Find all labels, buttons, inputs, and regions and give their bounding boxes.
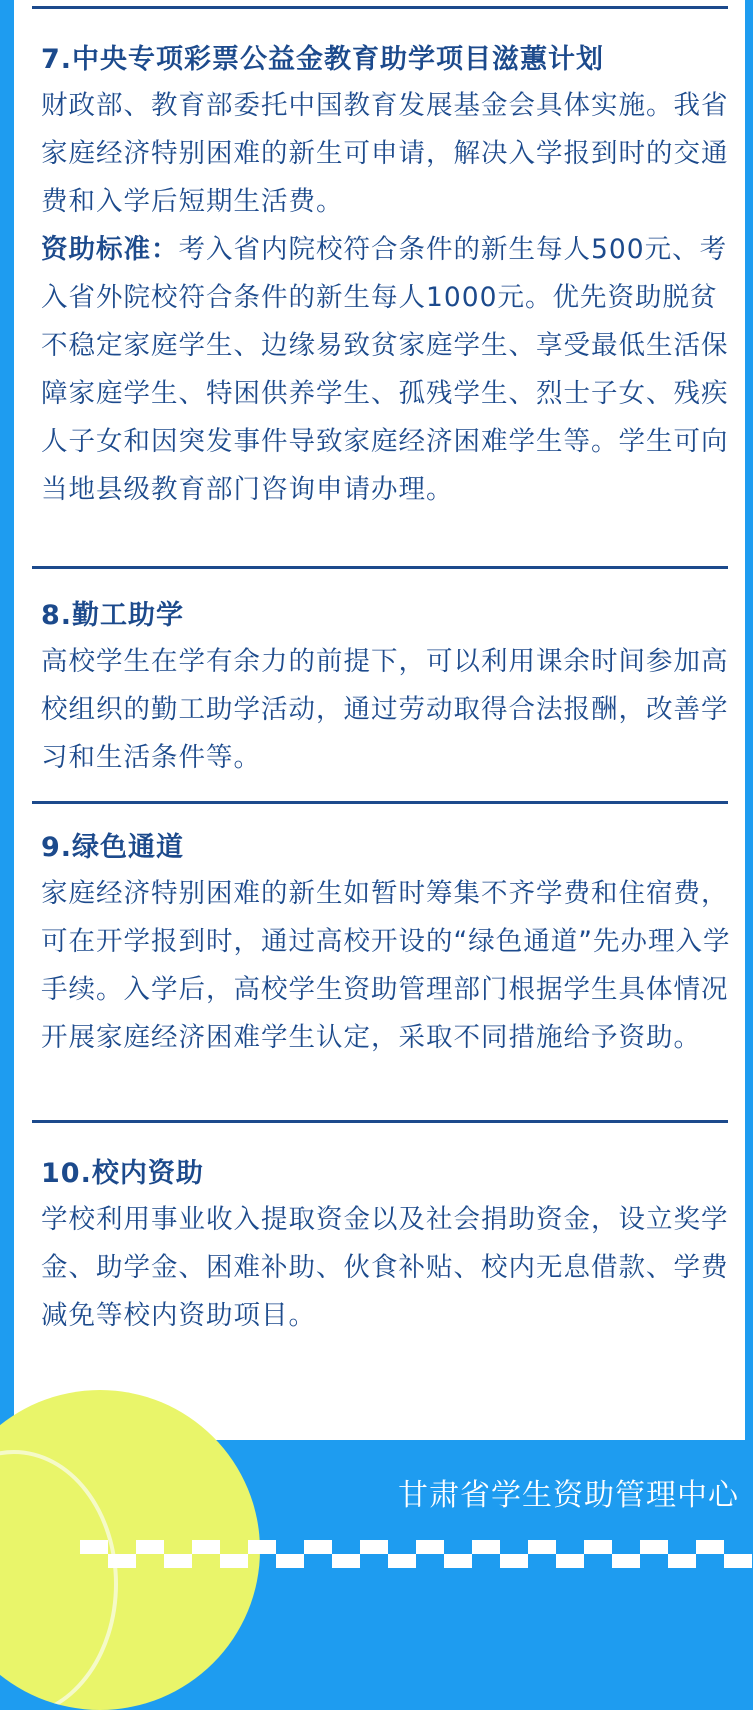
section-9 (41, 826, 741, 1062)
divider-1 (32, 566, 728, 569)
section-7 (41, 38, 741, 514)
standard-label: 资助标准： (41, 234, 179, 265)
content-card (14, 0, 745, 1440)
section-heading: 9.绿色通道 (41, 832, 185, 863)
divider-top (32, 6, 728, 9)
section-heading: 10.校内资助 (41, 1158, 204, 1189)
section-paragraph: 家庭经济特别困难的新生如暂时筹集不齐学费和住宿费，可在开学报到时，通过高校开设的“绿色通道”先办理入学手续。入学后，高校学生资助管理部门根据学生具体情况开展家庭经济困难学生认定，采取不同措施给予资助。 (41, 878, 731, 1053)
divider-3 (32, 1120, 728, 1123)
section-8 (41, 594, 741, 782)
section-paragraph: 财政部、教育部委托中国教育发展基金会具体实施。我省家庭经济特别困难的新生可申请，解决入学报到时的交通费和入学后短期生活费。 (41, 90, 729, 217)
section-paragraph: 学校利用事业收入提取资金以及社会捐助资金，设立奖学金、助学金、困难补助、伙食补贴、校内无息借款、学费减免等校内资助项目。 (41, 1204, 729, 1331)
section-heading: 7.中央专项彩票公益金教育助学项目滋蕙计划 (41, 44, 605, 75)
divider-2 (32, 801, 728, 804)
checker-pattern (80, 1540, 753, 1600)
standard-text: 考入省内院校符合条件的新生每人500元、考入省外院校符合条件的新生每人1000元。优先资助脱贫不稳定家庭学生、边缘易致贫家庭学生、享受最低生活保障家庭学生、特困供养学生、孤残学生、烈士子女、残疾人子女和因突发事件导致家庭经济困难学生等。学生可向当地县级教育部门咨询申请办理。 (41, 234, 729, 505)
organization-name: 甘肃省学生资助管理中心 (398, 1478, 739, 1513)
section-standard (41, 226, 741, 514)
section-paragraph: 高校学生在学有余力的前提下，可以利用课余时间参加高校组织的勤工助学活动，通过劳动取得合法报酬，改善学习和生活条件等。 (41, 646, 729, 773)
section-heading: 8.勤工助学 (41, 600, 185, 631)
section-10 (41, 1152, 741, 1340)
